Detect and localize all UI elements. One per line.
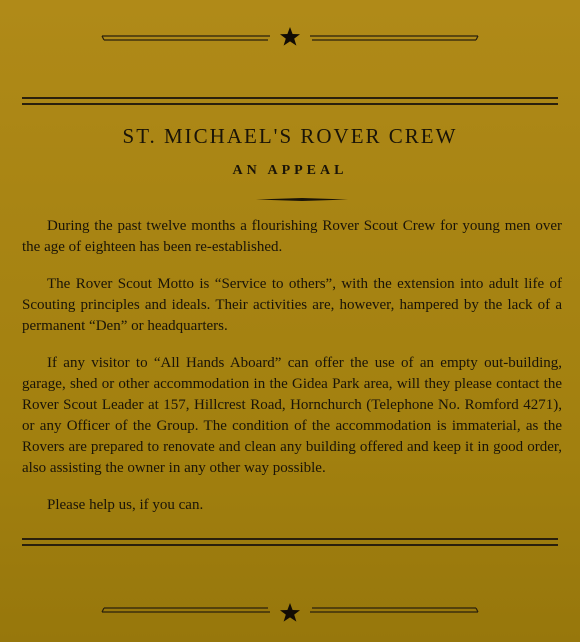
appeal-body: [22, 216, 562, 532]
star-icon: [280, 603, 300, 622]
paragraph-1: During the past twelve months a flourishing Rover Scout Crew for young men over the age of eighteen has been re-established.: [22, 218, 562, 255]
closing-line: Please help us, if you can.: [47, 497, 204, 513]
title-underline: [256, 198, 348, 201]
star-icon: [280, 27, 300, 46]
paragraph-3: If any visitor to “All Hands Aboard” can offer the use of an empty out-building, garage, shed or other accommodation in the Gidea Park area, will they please contact the Rover Scout Leader at 157, Hillcrest Road, Hornchurch (Telephone No. Romford 4271), or any Officer of the Group. The condition of the accommodation is immaterial, as the Rovers are prepared to renovate and clean any building offered and keep it in good order, also assisting the owner in any other way possible.: [22, 355, 562, 476]
bottom-double-rule: [22, 538, 558, 546]
top-ornament: [100, 24, 480, 48]
top-double-rule: [22, 97, 558, 105]
page-title: ST. MICHAEL'S ROVER CREW: [122, 124, 458, 148]
bottom-ornament: [100, 600, 480, 624]
page-subtitle: AN APPEAL: [232, 163, 348, 178]
paragraph-2: The Rover Scout Motto is “Service to others”, with the extension into adult life of Scouting principles and ideals. Their activities are, however, hampered by the lack of a permanent “Den” or headquarters.: [22, 276, 562, 334]
